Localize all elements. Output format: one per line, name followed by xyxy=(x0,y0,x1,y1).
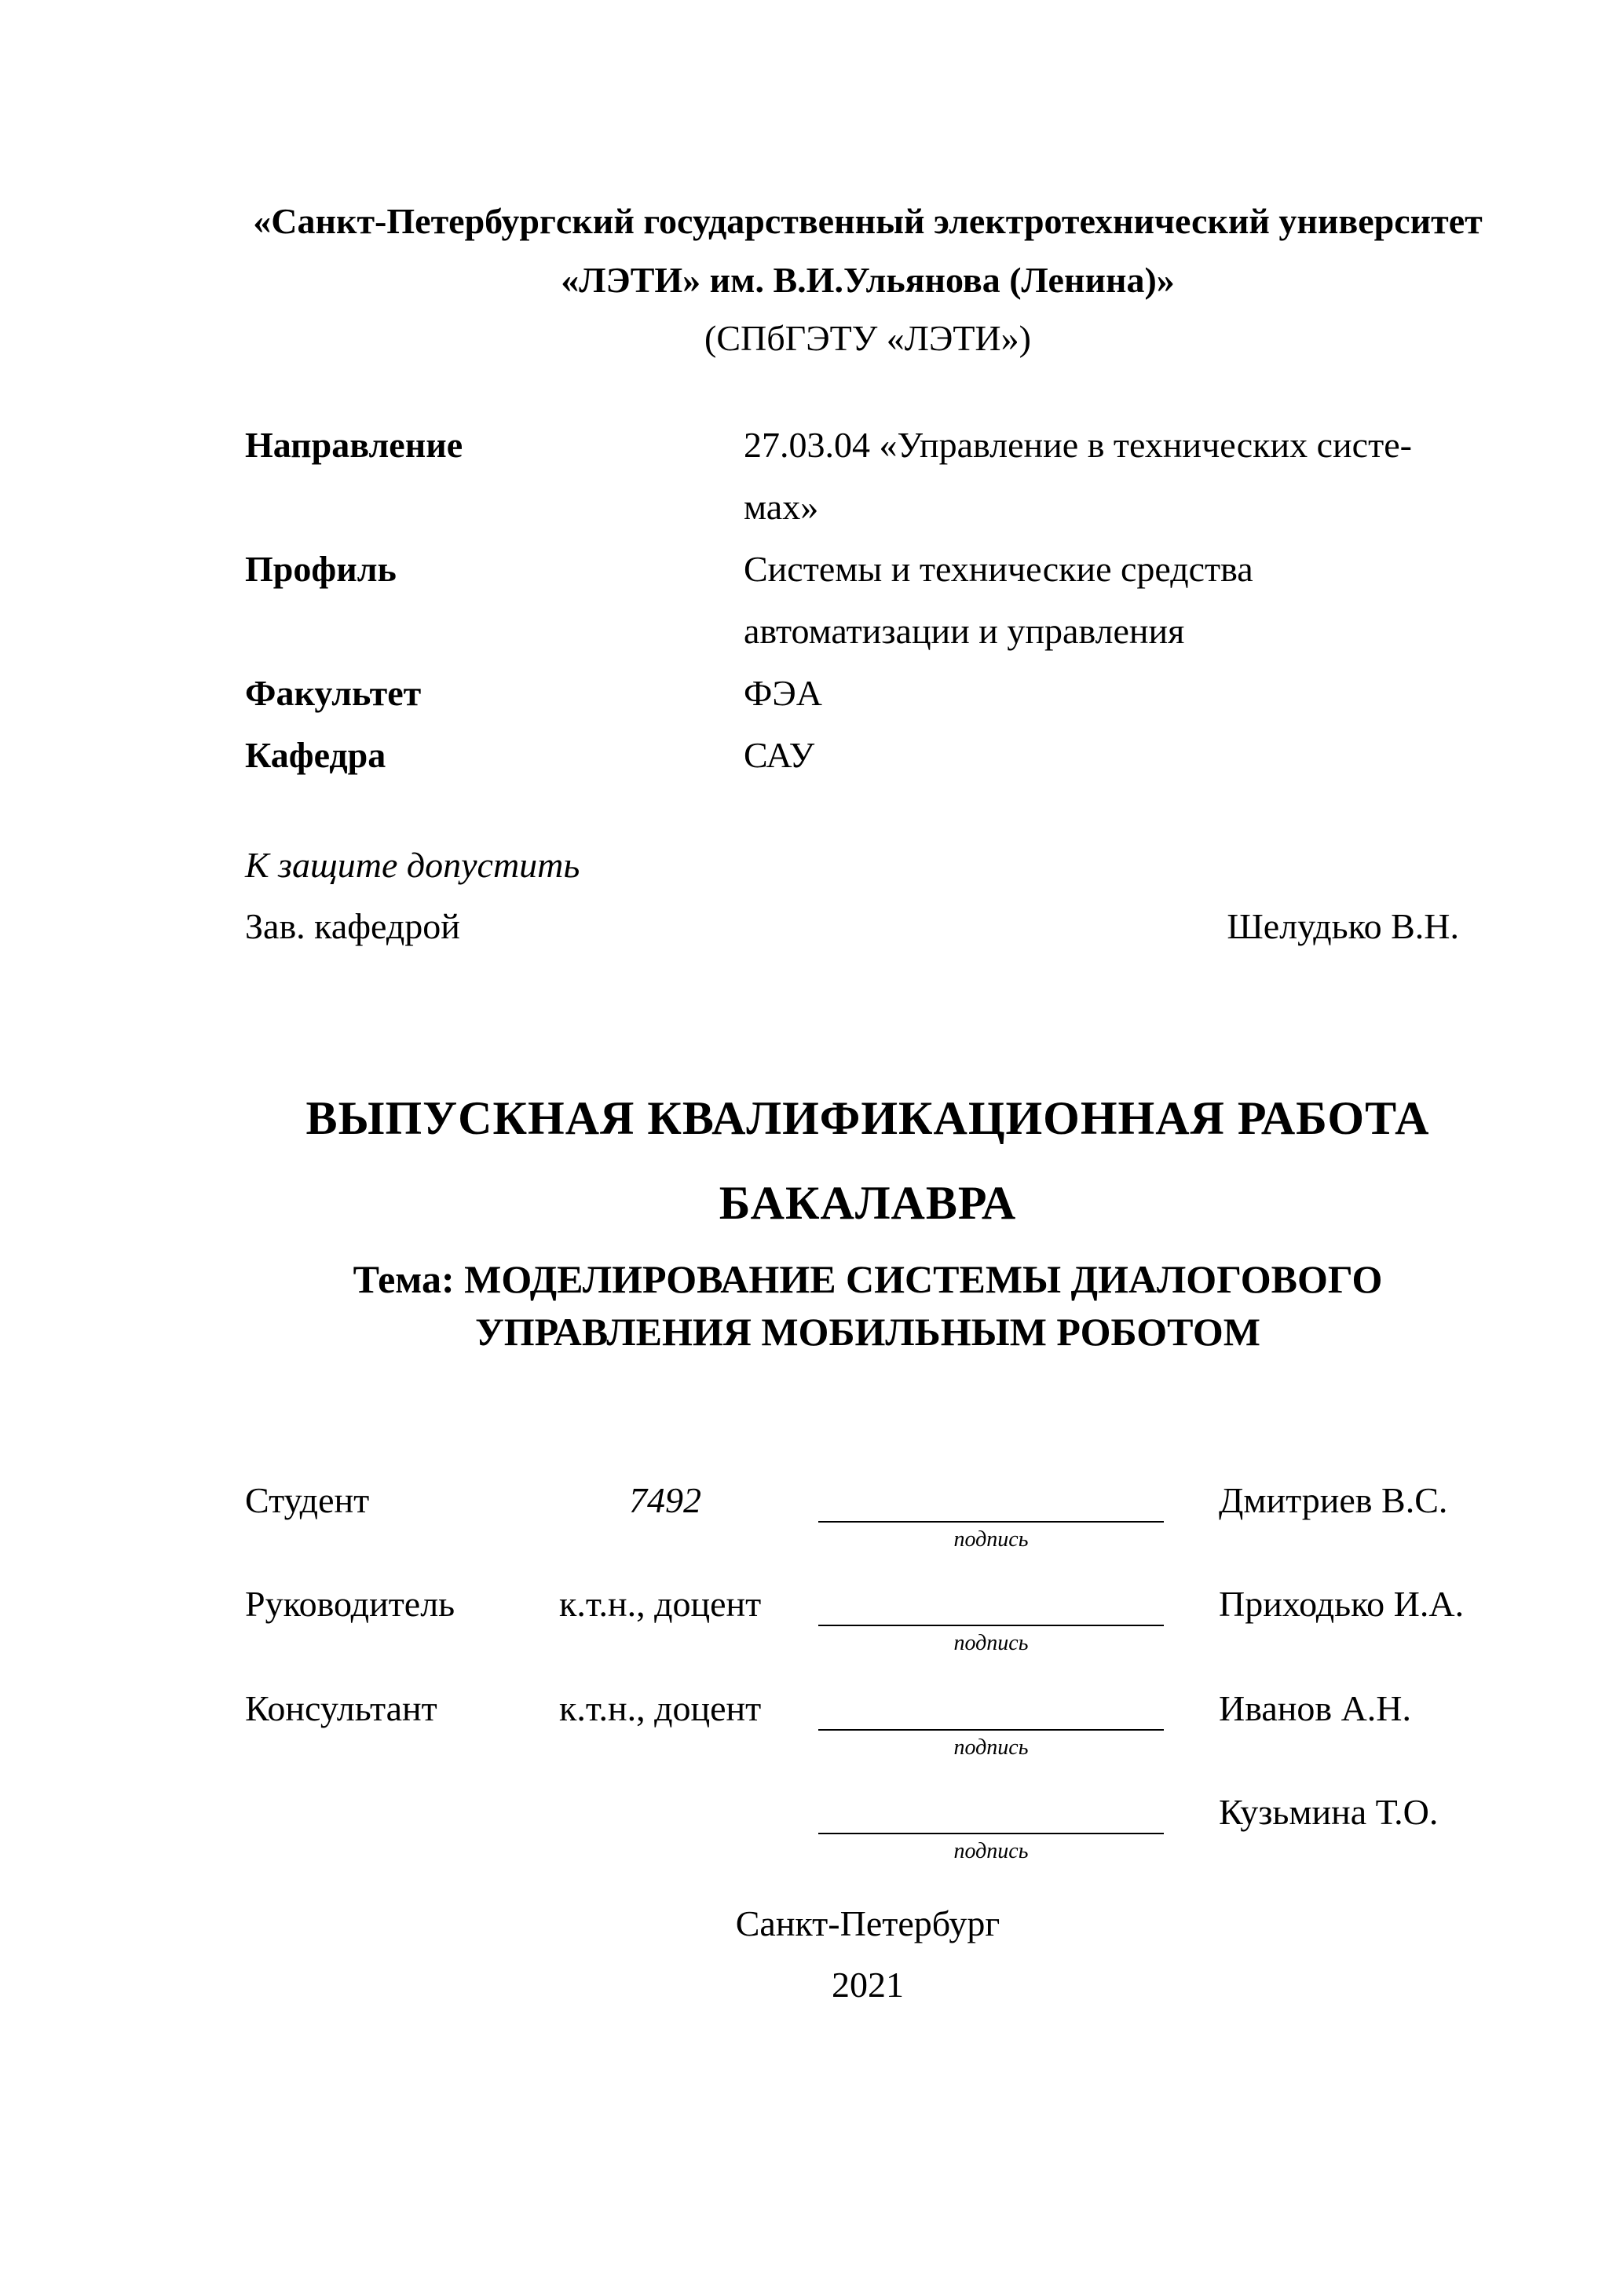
person-name: Дмитриев В.С. xyxy=(1219,1479,1448,1520)
program-row-faculty xyxy=(245,662,1490,724)
signature-field xyxy=(818,1789,1164,1865)
value-line: 27.03.04 «Управление в технических систе- xyxy=(744,424,1412,465)
approval-block xyxy=(245,835,1490,957)
signature-line xyxy=(818,1789,1164,1834)
signature-caption: подпись xyxy=(953,1839,1029,1864)
program-info-block xyxy=(245,414,1490,787)
value-line: САУ xyxy=(744,735,815,776)
footer-year: 2021 xyxy=(832,1965,904,2005)
university-header xyxy=(245,192,1490,368)
faculty-value xyxy=(744,662,1490,724)
person-name: Кузьмина Т.О. xyxy=(1219,1792,1439,1833)
signature-field xyxy=(818,1477,1164,1553)
signature-field xyxy=(818,1581,1164,1657)
signature-line xyxy=(818,1685,1164,1731)
signature-line xyxy=(818,1477,1164,1523)
theme-text-line1: МОДЕЛИРОВАНИЕ СИСТЕМЫ ДИАЛОГОВОГО xyxy=(464,1256,1383,1301)
work-title xyxy=(245,1076,1490,1245)
footer-city: Санкт-Петербург xyxy=(735,1903,1000,1943)
faculty-label: Факультет xyxy=(245,672,422,713)
work-title-line2: БАКАЛАВРА xyxy=(719,1176,1017,1229)
signature-row-student xyxy=(245,1477,1490,1553)
page-footer xyxy=(245,1893,1490,2016)
university-name-line1: «Санкт-Петербургский государственный электротехнический университет xyxy=(253,201,1483,241)
signature-row-supervisor xyxy=(245,1581,1490,1657)
direction-label: Направление xyxy=(245,424,463,465)
signature-row-consultant xyxy=(245,1685,1490,1761)
value-line: мах» xyxy=(744,486,819,527)
qualification-label: к.т.н., доцент xyxy=(559,1584,762,1625)
university-abbreviation: (СПбГЭТУ «ЛЭТИ») xyxy=(704,318,1031,359)
role-label: Руководитель xyxy=(245,1584,455,1625)
signature-field xyxy=(818,1685,1164,1761)
university-name-line2: «ЛЭТИ» им. В.И.Ульянова (Ленина)» xyxy=(561,259,1175,300)
program-row-profile xyxy=(245,538,1490,662)
department-label: Кафедра xyxy=(245,735,386,776)
person-name: Иванов А.Н. xyxy=(1219,1687,1412,1728)
theme-text-line2: УПРАВЛЕНИЯ МОБИЛЬНЫМ РОБОТОМ xyxy=(475,1310,1260,1355)
signatures-block xyxy=(245,1477,1490,1865)
signature-caption: подпись xyxy=(953,1631,1029,1656)
profile-label: Профиль xyxy=(245,548,397,589)
signature-row-extra xyxy=(245,1789,1490,1865)
qualification-label: к.т.н., доцент xyxy=(559,1687,762,1728)
role-label: Студент xyxy=(245,1479,370,1520)
value-line: ФЭА xyxy=(744,672,822,713)
role-label: Консультант xyxy=(245,1687,437,1728)
signature-caption: подпись xyxy=(953,1526,1029,1552)
department-value xyxy=(744,724,1490,786)
approval-row xyxy=(245,896,1490,957)
thesis-theme xyxy=(245,1253,1490,1359)
work-title-line1: ВЫПУСКНАЯ КВАЛИФИКАЦИОННАЯ РАБОТА xyxy=(305,1091,1430,1144)
signature-caption: подпись xyxy=(953,1735,1029,1760)
program-row-department xyxy=(245,724,1490,786)
value-line: автоматизации и управления xyxy=(744,610,1185,651)
program-row-direction xyxy=(245,414,1490,538)
student-group-number: 7492 xyxy=(629,1479,701,1520)
value-line: Системы и технические средства xyxy=(744,548,1253,589)
approval-phrase: К защите допустить xyxy=(245,845,580,886)
direction-value xyxy=(744,414,1490,538)
work-title-block xyxy=(245,1076,1490,1359)
theme-line1 xyxy=(245,1253,1490,1307)
head-of-department-name: Шелудько В.Н. xyxy=(1227,906,1459,947)
signature-line xyxy=(818,1581,1164,1626)
profile-value xyxy=(744,538,1490,662)
theme-label: Тема: xyxy=(353,1256,455,1301)
person-name: Приходько И.А. xyxy=(1219,1584,1465,1625)
head-of-department-label: Зав. кафедрой xyxy=(245,906,460,947)
